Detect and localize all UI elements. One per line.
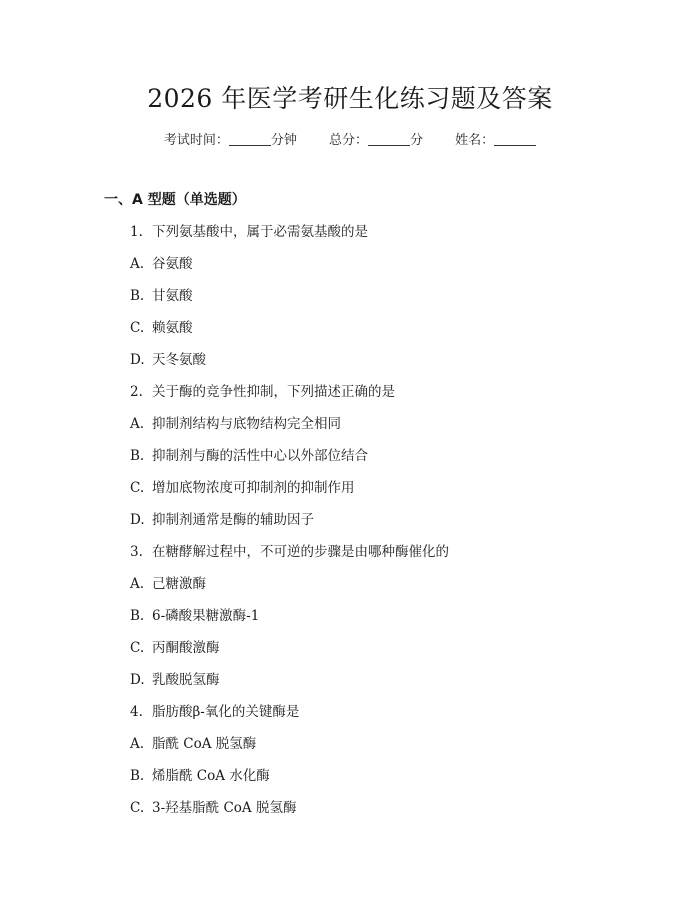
line-number: A. <box>130 576 145 592</box>
line-text: 脂肪酸β-氧化的关键酶是 <box>152 704 300 720</box>
exam-time-label: 考试时间： <box>163 133 229 148</box>
line-text: 烯脂酰 CoA 水化酶 <box>152 768 270 784</box>
question-line <box>130 542 650 574</box>
option-line <box>130 574 650 606</box>
total-score-label: 总分： <box>328 133 368 148</box>
line-text: 赖氨酸 <box>152 320 193 336</box>
line-number: B. <box>130 448 145 464</box>
option-line <box>130 638 650 670</box>
line-number: 4. <box>130 704 143 720</box>
line-number: B. <box>130 608 145 624</box>
line-number: B. <box>130 768 145 784</box>
line-text: 天冬氨酸 <box>152 352 206 368</box>
line-text: 6-磷酸果糖激酶-1 <box>152 608 260 624</box>
line-number: A. <box>130 736 145 752</box>
line-number: B. <box>130 288 145 304</box>
option-line <box>130 670 650 702</box>
line-text: 抑制剂通常是酶的辅助因子 <box>152 512 314 528</box>
option-line <box>130 254 650 286</box>
student-name <box>455 131 536 151</box>
option-line <box>130 766 650 798</box>
line-text: 己糖激酶 <box>152 576 206 592</box>
exam-time-unit: 分钟 <box>270 133 297 148</box>
line-number: C. <box>130 320 145 336</box>
option-line <box>130 606 650 638</box>
line-number: D. <box>130 352 145 368</box>
student-name-label: 姓名： <box>455 133 495 148</box>
line-text: 增加底物浓度可抑制剂的抑制作用 <box>152 480 355 496</box>
line-text: 下列氨基酸中，属于必需氨基酸的是 <box>152 224 368 240</box>
option-line <box>130 478 650 510</box>
line-number: D. <box>130 672 145 688</box>
line-text: 脂酰 CoA 脱氢酶 <box>152 736 257 752</box>
question-line <box>130 222 650 254</box>
line-number: C. <box>130 640 145 656</box>
question-line <box>130 382 650 414</box>
line-number: A. <box>130 416 145 432</box>
line-text: 关于酶的竞争性抑制，下列描述正确的是 <box>152 384 395 400</box>
student-name-blank <box>494 132 536 146</box>
section-heading: 一、A 型题（单选题） <box>104 192 246 208</box>
line-number: A. <box>130 256 145 272</box>
line-text: 3-羟基脂酰 CoA 脱氢酶 <box>152 800 297 816</box>
exam-time-blank <box>229 132 271 146</box>
line-text: 在糖酵解过程中，不可逆的步骤是由哪种酶催化的 <box>152 544 449 560</box>
option-line <box>130 318 650 350</box>
line-text: 乳酸脱氢酶 <box>152 672 220 688</box>
question-line <box>130 702 650 734</box>
line-text: 抑制剂结构与底物结构完全相同 <box>152 416 341 432</box>
option-line <box>130 350 650 382</box>
exam-time <box>164 131 297 151</box>
question-list <box>130 222 650 830</box>
line-text: 谷氨酸 <box>152 256 193 272</box>
option-line <box>130 414 650 446</box>
total-score-blank <box>368 132 410 146</box>
line-number: 1. <box>130 224 143 240</box>
option-line <box>130 446 650 478</box>
option-line <box>130 734 650 766</box>
line-number: 2. <box>130 384 143 400</box>
page-title: 2026 年医学考研生化练习题及答案 <box>147 84 553 113</box>
option-line <box>130 510 650 542</box>
option-line <box>130 286 650 318</box>
total-score <box>329 131 423 151</box>
option-line <box>130 798 650 830</box>
line-number: D. <box>130 512 145 528</box>
line-number: C. <box>130 800 145 816</box>
line-text: 抑制剂与酶的活性中心以外部位结合 <box>152 448 368 464</box>
line-text: 丙酮酸激酶 <box>152 640 220 656</box>
exam-meta <box>0 131 700 151</box>
total-score-unit: 分 <box>410 133 424 148</box>
line-number: 3. <box>130 544 143 560</box>
line-number: C. <box>130 480 145 496</box>
line-text: 甘氨酸 <box>152 288 193 304</box>
